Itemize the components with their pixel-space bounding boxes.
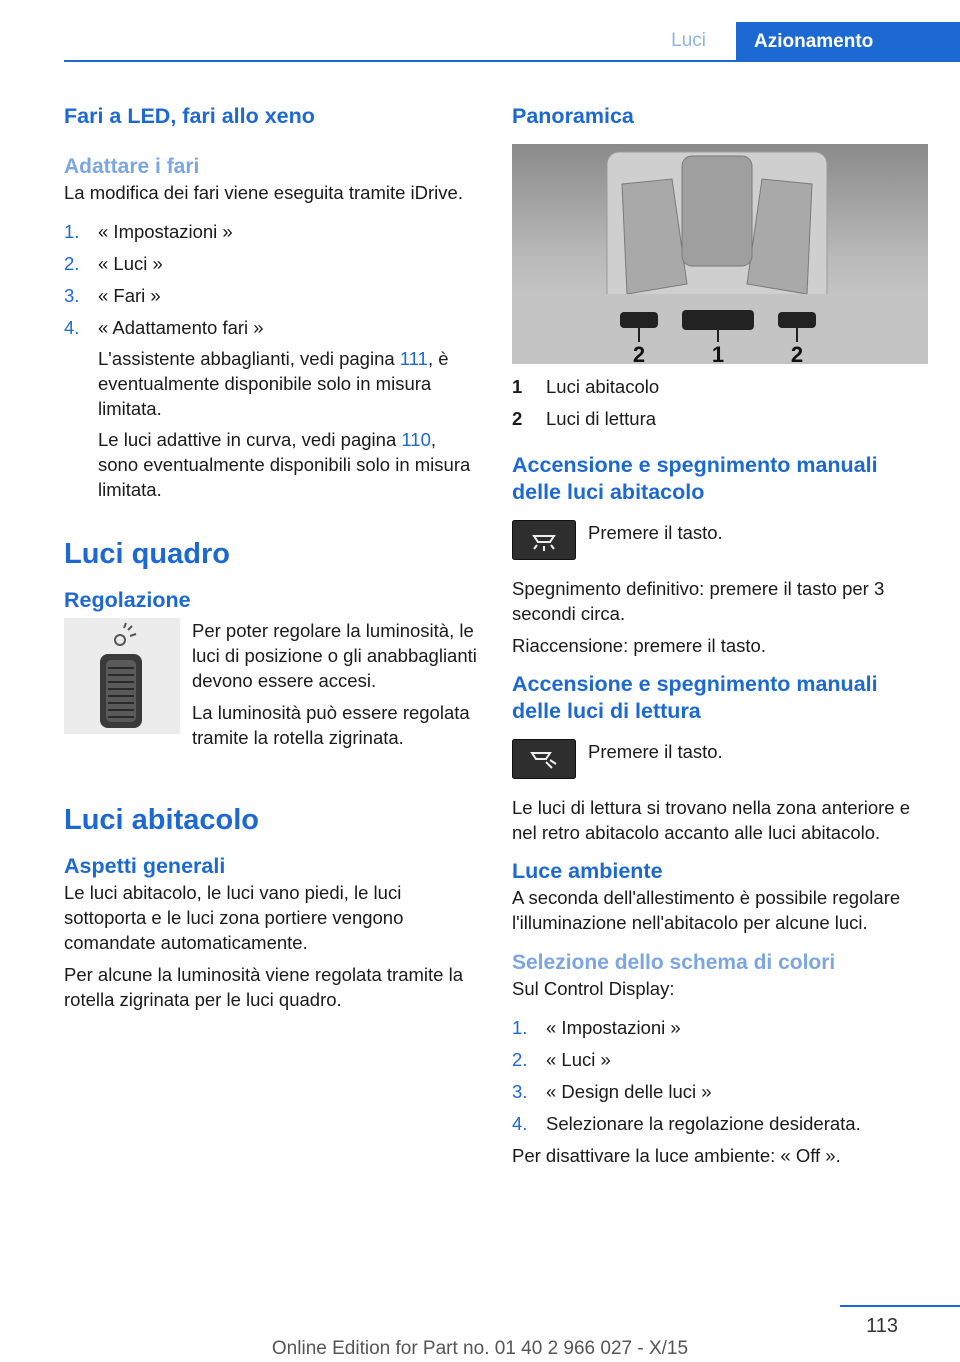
footer-rule: [840, 1305, 960, 1307]
heading-panoramica: Panoramica: [512, 104, 634, 128]
list-item: 3. « Design delle luci »: [512, 1081, 712, 1102]
header-rule: [64, 60, 960, 62]
list-item: 2. « Luci »: [512, 1049, 611, 1070]
disattivare-text: Per disattivare la luce ambiente: « Off ».: [512, 1145, 841, 1166]
list-item: 4. Selezionare la regolazione desiderata.: [512, 1113, 861, 1134]
heading-regolazione: Regolazione: [64, 588, 191, 612]
list-item: 2. « Luci »: [64, 253, 163, 274]
heading-luci-abitacolo: Luci abitacolo: [64, 804, 259, 836]
page-link-110[interactable]: 110: [401, 429, 431, 450]
list-item: 1. « Impostazioni »: [64, 221, 233, 242]
list-item: 1. « Impostazioni »: [512, 1017, 681, 1038]
adattare-text: La modifica dei fari viene eseguita tramite iDrive.: [64, 182, 463, 203]
photo-label-1: 1: [711, 342, 725, 364]
regolazione-p1: Per poter regolare la luminosità, le luci di posizione o gli anabbaglianti devono essere accesi.: [192, 620, 477, 691]
premere-tasto-2: Premere il tasto.: [588, 741, 723, 762]
page-header: [0, 0, 960, 62]
heading-fari-led: Fari a LED, fari allo xeno: [64, 104, 315, 128]
reading-light-button-icon: [512, 739, 576, 784]
list-item: 4. « Adattamento fari » L'assistente abbaglianti, vedi pagina 111, è eventualmente disponibile solo in misura limitata. Le luci adattive in curva, vedi pagina 110, sono eventualmente disponibili solo in misura limitata.: [64, 315, 478, 502]
heading-luci-quadro: Luci quadro: [64, 538, 230, 570]
photo-label-2-right: 2: [790, 342, 804, 364]
note-assistente-abbaglianti: L'assistente abbaglianti, vedi pagina 111, è eventualmente disponibile solo in misura limitata.: [98, 348, 449, 419]
legend-item: 2 Luci di lettura: [512, 408, 657, 429]
riaccensione-text: Riaccensione: premere il tasto.: [512, 635, 766, 656]
legend-item: 1 Luci abitacolo: [512, 376, 660, 397]
regolazione-p2: La luminosità può essere regolata tramite la rotella zigrinata.: [192, 702, 470, 748]
premere-tasto-1: Premere il tasto.: [588, 522, 723, 543]
regolazione-block: [64, 618, 478, 750]
heading-selezione-colori: Selezione dello schema di colori: [512, 951, 836, 974]
footer-edition: Online Edition for Part no. 01 40 2 966 027 - X/15: [271, 1338, 689, 1359]
overhead-console-photo: [512, 144, 928, 364]
header-tab-azionamento[interactable]: Azionamento: [736, 22, 960, 62]
ambiente-text: A seconda dell'allestimento è possibile regolare l'illuminazione nell'abitacolo per alcune luci.: [512, 887, 901, 933]
interior-light-button-icon: [512, 520, 576, 565]
page-link-111[interactable]: 111: [399, 348, 428, 369]
photo-legend: [512, 374, 930, 431]
heading-manuali-abitacolo: Accensione e spegnimento manuali delle luci abitacolo: [512, 453, 878, 504]
heading-adattare-fari: Adattare i fari: [64, 155, 200, 178]
control-display-text: Sul Control Display:: [512, 978, 675, 999]
lettura-button-block: [512, 739, 930, 784]
right-steps-list: [512, 1015, 930, 1136]
heading-aspetti-generali: Aspetti generali: [64, 854, 226, 878]
photo-label-2-left: 2: [632, 342, 646, 364]
abitacolo-button-block: [512, 520, 930, 565]
page-number: 113: [866, 1315, 898, 1337]
spegnimento-text: Spegnimento definitivo: premere il tasto per 3 secondi circa.: [512, 578, 885, 624]
lettura-text: Le luci di lettura si trovano nella zona anteriore e nel retro abitacolo accanto alle luci abitacolo.: [512, 797, 910, 843]
heading-manuali-lettura: Accensione e spegnimento manuali delle luci di lettura: [512, 672, 878, 723]
left-steps-list: [64, 219, 478, 502]
thumbwheel-image: [64, 618, 180, 739]
right-column: [512, 98, 930, 1168]
aspetti-p2: Per alcune la luminosità viene regolata tramite la rotella zigrinata per le luci quadro.: [64, 964, 463, 1010]
list-item: 3. « Fari »: [64, 285, 161, 306]
left-column: [64, 98, 478, 1012]
note-luci-adattive: Le luci adattive in curva, vedi pagina 110, sono eventualmente disponibili solo in misura limitata.: [98, 429, 471, 500]
header-section-luci[interactable]: Luci: [671, 30, 706, 51]
heading-luce-ambiente: Luce ambiente: [512, 859, 663, 883]
aspetti-p1: Le luci abitacolo, le luci vano piedi, le luci sottoporta e le luci zona portiere vengono comandate automaticamente.: [64, 882, 404, 953]
